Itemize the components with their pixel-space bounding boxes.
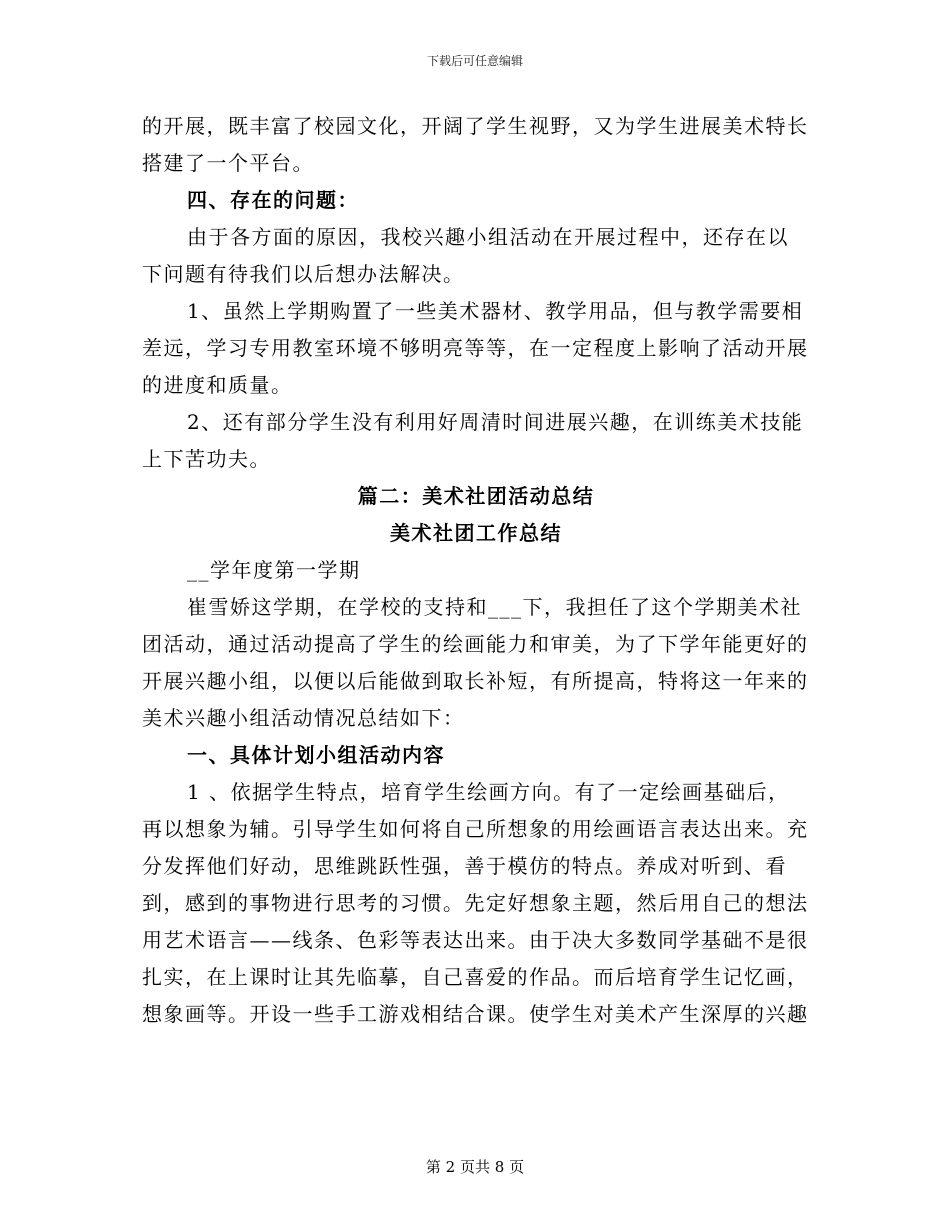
section-heading-problems: 四、存在的问题： [187, 188, 359, 212]
page-header: 下载后可任意编辑 [426, 54, 523, 68]
paragraph-continuation: 的开展，既丰富了校园文化，开阔了学生视野，又为学生进展美术特长搭建了一个平台。 [142, 114, 809, 175]
paragraph-problem-2: 2、还有部分学生没有利用好周清时间进展兴趣，在训练美术技能上下苦功夫。 [142, 410, 804, 471]
semester-line: __学年度第一学期 [187, 558, 361, 582]
paragraph-problems-intro: 由于各方面的原因，我校兴趣小组活动在开展过程中，还存在以下问题有待我们以后想办法解决。 [142, 225, 789, 286]
article-title: 篇二：美术社团活动总结 [357, 484, 595, 508]
section-heading-plan: 一、具体计划小组活动内容 [187, 743, 445, 767]
paragraph-plan-1: 1 、依据学生特点，培育学生绘画方向。有了一定绘画基础后，再以想象为辅。引导学生如何将自己所想象的用绘画语言表达出来。充分发挥他们好动，思维跳跃性强，善于模仿的特点。养成对听到、看到，感到的事物进行思考的习惯。先定好想象主题，然后用自己的想法用艺术语言——线条、色彩等表达出来。由于决大多数同学基础不是很扎实，在上课时让其先临摹，自己喜爱的作品。而后培育学生记忆画，想象画等。开设一些手工游戏相结合课。使学生对美术产生深厚的兴趣 [142, 780, 809, 1026]
page-footer: 第 2 页共 8 页 [425, 1158, 525, 1176]
paragraph-intro: 崔雪娇这学期，在学校的支持和___下，我担任了这个学期美术社团活动，通过活动提高了学生的绘画能力和审美，为了下学年能更好的开展兴趣小组，以便以后能做到取长补短，有所提高，特将这一年来的美术兴趣小组活动情况总结如下： [142, 595, 809, 730]
paragraph-problem-1: 1、虽然上学期购置了一些美术器材、教学用品，但与教学需要相差远，学习专用教室环境不够明亮等等，在一定程度上影响了活动开展的进度和质量。 [142, 299, 809, 397]
document-body [142, 108, 810, 1033]
article-subtitle: 美术社团工作总结 [390, 521, 562, 545]
